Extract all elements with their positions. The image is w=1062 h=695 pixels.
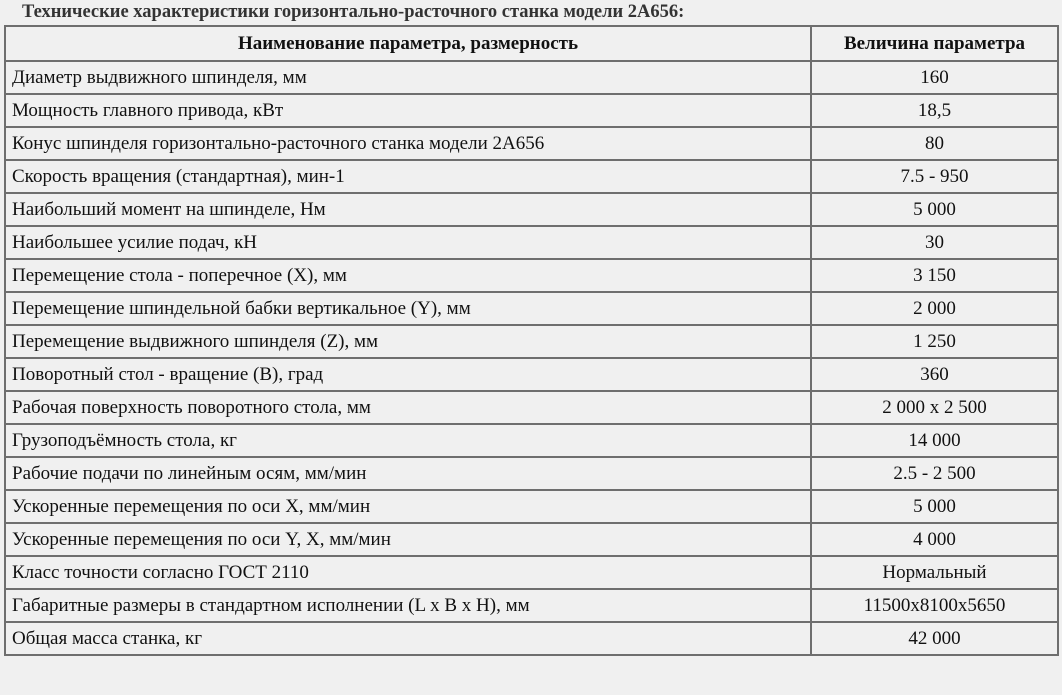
parameter-name: Перемещение шпиндельной бабки вертикальное (Y), мм	[5, 292, 811, 325]
table-row	[5, 226, 1058, 259]
parameter-name: Мощность главного привода, кВт	[5, 94, 811, 127]
table-row	[5, 127, 1058, 160]
table-row	[5, 292, 1058, 325]
parameter-name: Общая масса станка, кг	[5, 622, 811, 655]
parameter-value: 2 000	[811, 292, 1058, 325]
table-row	[5, 490, 1058, 523]
parameter-value: 4 000	[811, 523, 1058, 556]
table-row	[5, 61, 1058, 94]
parameter-name: Наибольшее усилие подач, кН	[5, 226, 811, 259]
parameter-name: Конус шпинделя горизонтально-расточного станка модели 2А656	[5, 127, 811, 160]
page-title: Технические характеристики горизонтально-расточного станка модели 2А656:	[22, 2, 685, 22]
parameter-value: 5 000	[811, 193, 1058, 226]
column-header-value: Величина параметра	[811, 26, 1058, 61]
column-header-parameter: Наименование параметра, размерность	[5, 26, 811, 61]
parameter-value: 80	[811, 127, 1058, 160]
parameter-value: 5 000	[811, 490, 1058, 523]
parameter-name: Скорость вращения (стандартная), мин-1	[5, 160, 811, 193]
parameter-value: 160	[811, 61, 1058, 94]
table-row	[5, 259, 1058, 292]
table-header-row	[5, 26, 1058, 61]
parameter-value: 42 000	[811, 622, 1058, 655]
parameter-value: 30	[811, 226, 1058, 259]
parameter-value: 14 000	[811, 424, 1058, 457]
table-row	[5, 358, 1058, 391]
parameter-name: Перемещение стола - поперечное (X), мм	[5, 259, 811, 292]
table-row	[5, 160, 1058, 193]
parameter-name: Поворотный стол - вращение (B), град	[5, 358, 811, 391]
parameter-name: Ускоренные перемещения по оси Y, X, мм/мин	[5, 523, 811, 556]
table-row	[5, 424, 1058, 457]
parameter-name: Класс точности согласно ГОСТ 2110	[5, 556, 811, 589]
parameter-value: 11500x8100x5650	[811, 589, 1058, 622]
parameter-value: 7.5 - 950	[811, 160, 1058, 193]
parameter-value: 1 250	[811, 325, 1058, 358]
parameter-name: Грузоподъёмность стола, кг	[5, 424, 811, 457]
specs-table	[4, 25, 1059, 656]
parameter-name: Диаметр выдвижного шпинделя, мм	[5, 61, 811, 94]
parameter-value: 18,5	[811, 94, 1058, 127]
parameter-value: 2 000 x 2 500	[811, 391, 1058, 424]
parameter-value: 360	[811, 358, 1058, 391]
parameter-value: 2.5 - 2 500	[811, 457, 1058, 490]
parameter-name: Габаритные размеры в стандартном исполнении (L x B x H), мм	[5, 589, 811, 622]
parameter-name: Перемещение выдвижного шпинделя (Z), мм	[5, 325, 811, 358]
parameter-name: Наибольший момент на шпинделе, Нм	[5, 193, 811, 226]
table-row	[5, 193, 1058, 226]
parameter-value: Нормальный	[811, 556, 1058, 589]
table-row	[5, 556, 1058, 589]
table-row	[5, 589, 1058, 622]
table-row	[5, 622, 1058, 655]
parameter-name: Рабочие подачи по линейным осям, мм/мин	[5, 457, 811, 490]
table-row	[5, 325, 1058, 358]
table-row	[5, 94, 1058, 127]
parameter-value: 3 150	[811, 259, 1058, 292]
table-row	[5, 391, 1058, 424]
table-row	[5, 523, 1058, 556]
parameter-name: Ускоренные перемещения по оси X, мм/мин	[5, 490, 811, 523]
table-row	[5, 457, 1058, 490]
parameter-name: Рабочая поверхность поворотного стола, мм	[5, 391, 811, 424]
